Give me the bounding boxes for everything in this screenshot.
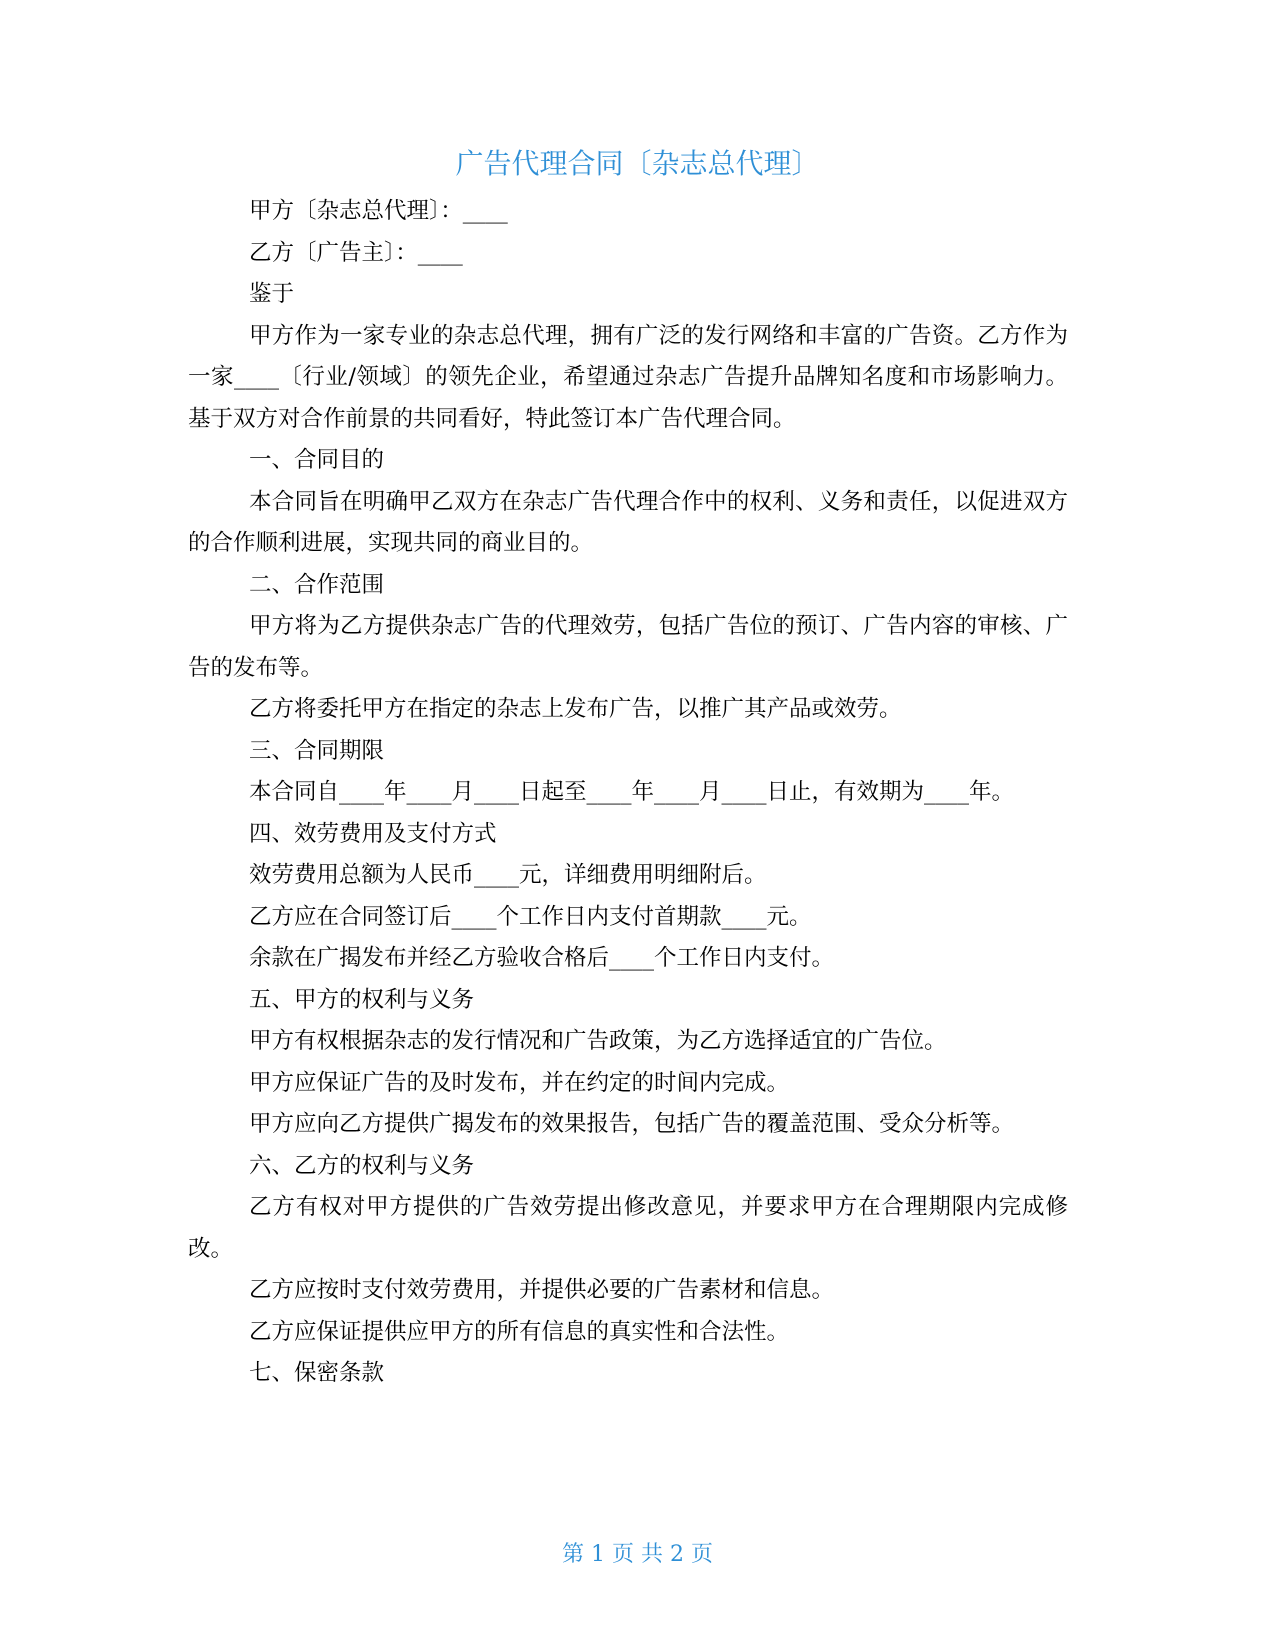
section-2-heading: 二、合作范围 xyxy=(249,571,385,598)
section-4-paragraph-1: 效劳费用总额为人民币____元，详细费用明细附后。 xyxy=(249,862,767,888)
section-7-heading: 七、保密条款 xyxy=(249,1360,385,1386)
section-2-paragraph-2: 乙方将委托甲方在指定的杂志上发布广告，以推广其产品或效劳。 xyxy=(249,696,902,722)
document-title: 广告代理合同〔杂志总代理〕 xyxy=(455,147,820,180)
section-4-paragraph-2: 乙方应在合同签订后____个工作日内支付首期款____元。 xyxy=(249,903,812,930)
section-5-heading: 五、甲方的权利与义务 xyxy=(249,986,475,1013)
section-4-heading: 四、效劳费用及支付方式 xyxy=(249,820,497,847)
section-5-paragraph-2: 甲方应保证广告的及时发布，并在约定的时间内完成。 xyxy=(249,1069,790,1096)
section-1-heading: 一、合同目的 xyxy=(249,447,385,473)
section-3-heading: 三、合同期限 xyxy=(249,737,385,764)
section-3-paragraph: 本合同自____年____月____日起至____年____月____日止，有效期为____年。 xyxy=(249,779,1015,805)
document-body xyxy=(188,191,1068,1395)
section-1-paragraph: 本合同旨在明确甲乙双方在杂志广告代理合作中的权利、义务和责任，以促进双方的合作顺利进展，实现共同的商业目的。 xyxy=(188,488,1068,556)
party-a-line: 甲方〔杂志总代理〕：____ xyxy=(249,198,508,224)
page-number-footer: 第 1 页 共 2 页 xyxy=(562,1542,713,1567)
party-b-line: 乙方〔广告主〕：____ xyxy=(249,239,463,266)
intro-paragraph: 甲方作为一家专业的杂志总代理，拥有广泛的发行网络和丰富的广告资。乙方作为一家____〔行业/领域〕的领先企业，希望通过杂志广告提升品牌知名度和市场影响力。基于双方对合作前景的共同看好，特此签订本广告代理合同。 xyxy=(188,322,1068,432)
section-5-paragraph-1: 甲方有权根据杂志的发行情况和广告政策，为乙方选择适宜的广告位。 xyxy=(249,1028,947,1054)
section-6-paragraph-3: 乙方应保证提供应甲方的所有信息的真实性和合法性。 xyxy=(249,1318,790,1345)
section-4-paragraph-3: 余款在广揭发布并经乙方验收合格后____个工作日内支付。 xyxy=(249,945,835,971)
section-6-paragraph-2: 乙方应按时支付效劳费用，并提供必要的广告素材和信息。 xyxy=(249,1277,835,1303)
section-6-paragraph-1: 乙方有权对甲方提供的广告效劳提出修改意见，并要求甲方在合理期限内完成修改。 xyxy=(188,1194,1068,1262)
section-5-paragraph-3: 甲方应向乙方提供广揭发布的效果报告，包括广告的覆盖范围、受众分析等。 xyxy=(249,1111,1015,1137)
section-2-paragraph-1: 甲方将为乙方提供杂志广告的代理效劳，包括广告位的预订、广告内容的审核、广告的发布等。 xyxy=(188,613,1068,681)
section-6-heading: 六、乙方的权利与义务 xyxy=(249,1152,475,1179)
whereas-line: 鉴于 xyxy=(249,281,295,307)
